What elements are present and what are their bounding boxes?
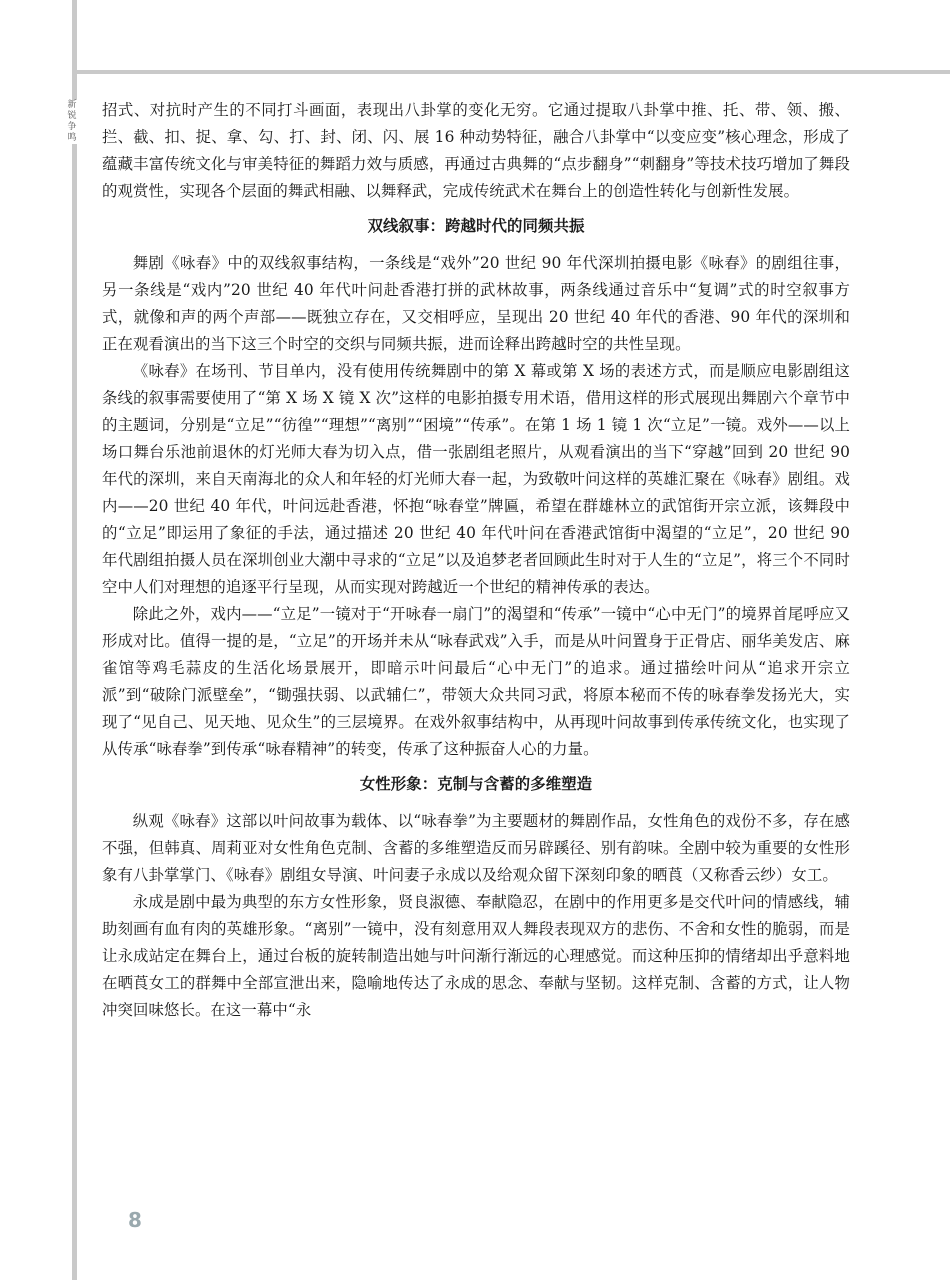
page-number: 8 — [128, 1208, 142, 1232]
paragraph: 舞剧《咏春》中的双线叙事结构，一条线是“戏外”20 世纪 90 年代深圳拍摄电影《咏春》的剧组往事，另一条线是“戏内”20 世纪 40 年代叶问赴香港打拼的武林故事，两条线通过音乐中“复调”式的时空叙事方式，就像和声的两个声部——既独立存在，又交相呼应，呈现出 20 世纪 40 年代的香港、90 年代的深圳和正在观看演出的当下这三个时空的交织与同频共振，进而诠释出跨越时空的共性呈现。 — [102, 254, 850, 353]
header-rule — [72, 70, 950, 74]
paragraph: 招式、对抗时产生的不同打斗画面，表现出八卦掌的变化无穷。它通过提取八卦掌中推、托、带、领、搬、拦、截、扣、捉、拿、勾、打、封、闭、闪、展 16 种动势特征，融合八卦掌中“以变应变”核心理念，形成了蕴藏丰富传统文化与审美特征的舞蹈力效与质感，再通过古典舞的“点步翻身”“刺翻身”等技术技巧增加了舞段的观赏性，实现各个层面的舞武相融、以舞释武，完成传统武术在舞台上的创造性转化与创新性发展。 — [102, 101, 850, 200]
paragraph: 《咏春》在场刊、节目单内，没有使用传统舞剧中的第 X 幕或第 X 场的表述方式，而是顺应电影剧组这条线的叙事需要使用了“第 X 场 X 镜 X 次”这样的电影拍摄专用术语，借用这样的形式展现出舞剧六个章节中的主题词，分别是“立足”“彷徨”“理想”“离别”“困境”“传承”。在第 1 场 1 镜 1 次“立足”一镜。戏外——以上场口舞台乐池前退休的灯光师大春为切入点，借一张剧组老照片，从观看演出的当下“穿越”回到 20 世纪 90 年代的深圳，来自天南海北的众人和年轻的灯光师大春一起，为致敬叶问这样的英雄汇聚在《咏春》剧组。戏内——20 世纪 40 年代，叶问远赴香港，怀抱“咏春堂”牌匾，希望在群雄林立的武馆街开宗立派，该舞段中的“立足”即运用了象征的手法，通过描述 20 世纪 40 年代叶问在香港武馆街中渴望的“立足”，20 世纪 90 年代剧组拍摄人员在深圳创业大潮中寻求的“立足”以及追梦老者回顾此生时对于人生的“立足”，将三个不同时空中人们对理想的追逐平行呈现，从而实现对跨越近一个世纪的精神传承的表达。 — [102, 362, 850, 596]
paragraph: 除此之外，戏内——“立足”一镜对于“开咏春一扇门”的渴望和“传承”一镜中“心中无门”的境界首尾呼应又形成对比。值得一提的是，“立足”的开场并未从“咏春武戏”入手，而是从叶问置身于正骨店、丽华美发店、麻雀馆等鸡毛蒜皮的生活化场景展开，即暗示叶问最后“心中无门”的追求。通过描绘叶问从“追求开宗立派”到“破除门派壁垒”，“锄强扶弱、以武辅仁”，带领大众共同习武，将原本秘而不传的咏春拳发扬光大，实现了“见自己、见天地、见众生”的三层境界。在戏外叙事结构中，从再现叶问故事到传承传统文化，也实现了从传承“咏春拳”到传承“咏春精神”的转变，传承了这种振奋人心的力量。 — [102, 605, 850, 758]
paragraph: 永成是剧中最为典型的东方女性形象，贤良淑德、奉献隐忍，在剧中的作用更多是交代叶问的情感线，辅助刻画有血有肉的英雄形象。“离别”一镜中，没有刻意用双人舞段表现双方的悲伤、不舍和女性的脆弱，而是让永成站定在舞台上，通过台板的旋转制造出她与叶问渐行渐远的心理感觉。而这种压抑的情绪却出乎意料地在晒莨女工的群舞中全部宣泄出来，隐喻地传达了永成的思念、奉献与坚韧。这样克制、含蓄的方式，让人物冲突回味悠长。在这一幕中“永 — [102, 893, 850, 1019]
section-heading: 女性形象：克制与含蓄的多维塑造 — [359, 775, 593, 793]
paragraph: 纵观《咏春》这部以叶问故事为载体、以“咏春拳”为主要题材的舞剧作品，女性角色的戏份不多，存在感不强，但韩真、周莉亚对女性角色克制、含蓄的多维塑造反而另辟蹊径、别有韵味。全剧中较为重要的女性形象有八卦掌掌门、《咏春》剧组女导演、叶问妻子永成以及给观众留下深刻印象的晒莨（又称香云纱）女工。 — [102, 812, 850, 884]
section-heading: 双线叙事：跨越时代的同频共振 — [367, 217, 585, 235]
left-margin-rule — [72, 0, 77, 1280]
article-body — [102, 97, 850, 1024]
column-label: 新锐争鸣 — [64, 100, 80, 144]
